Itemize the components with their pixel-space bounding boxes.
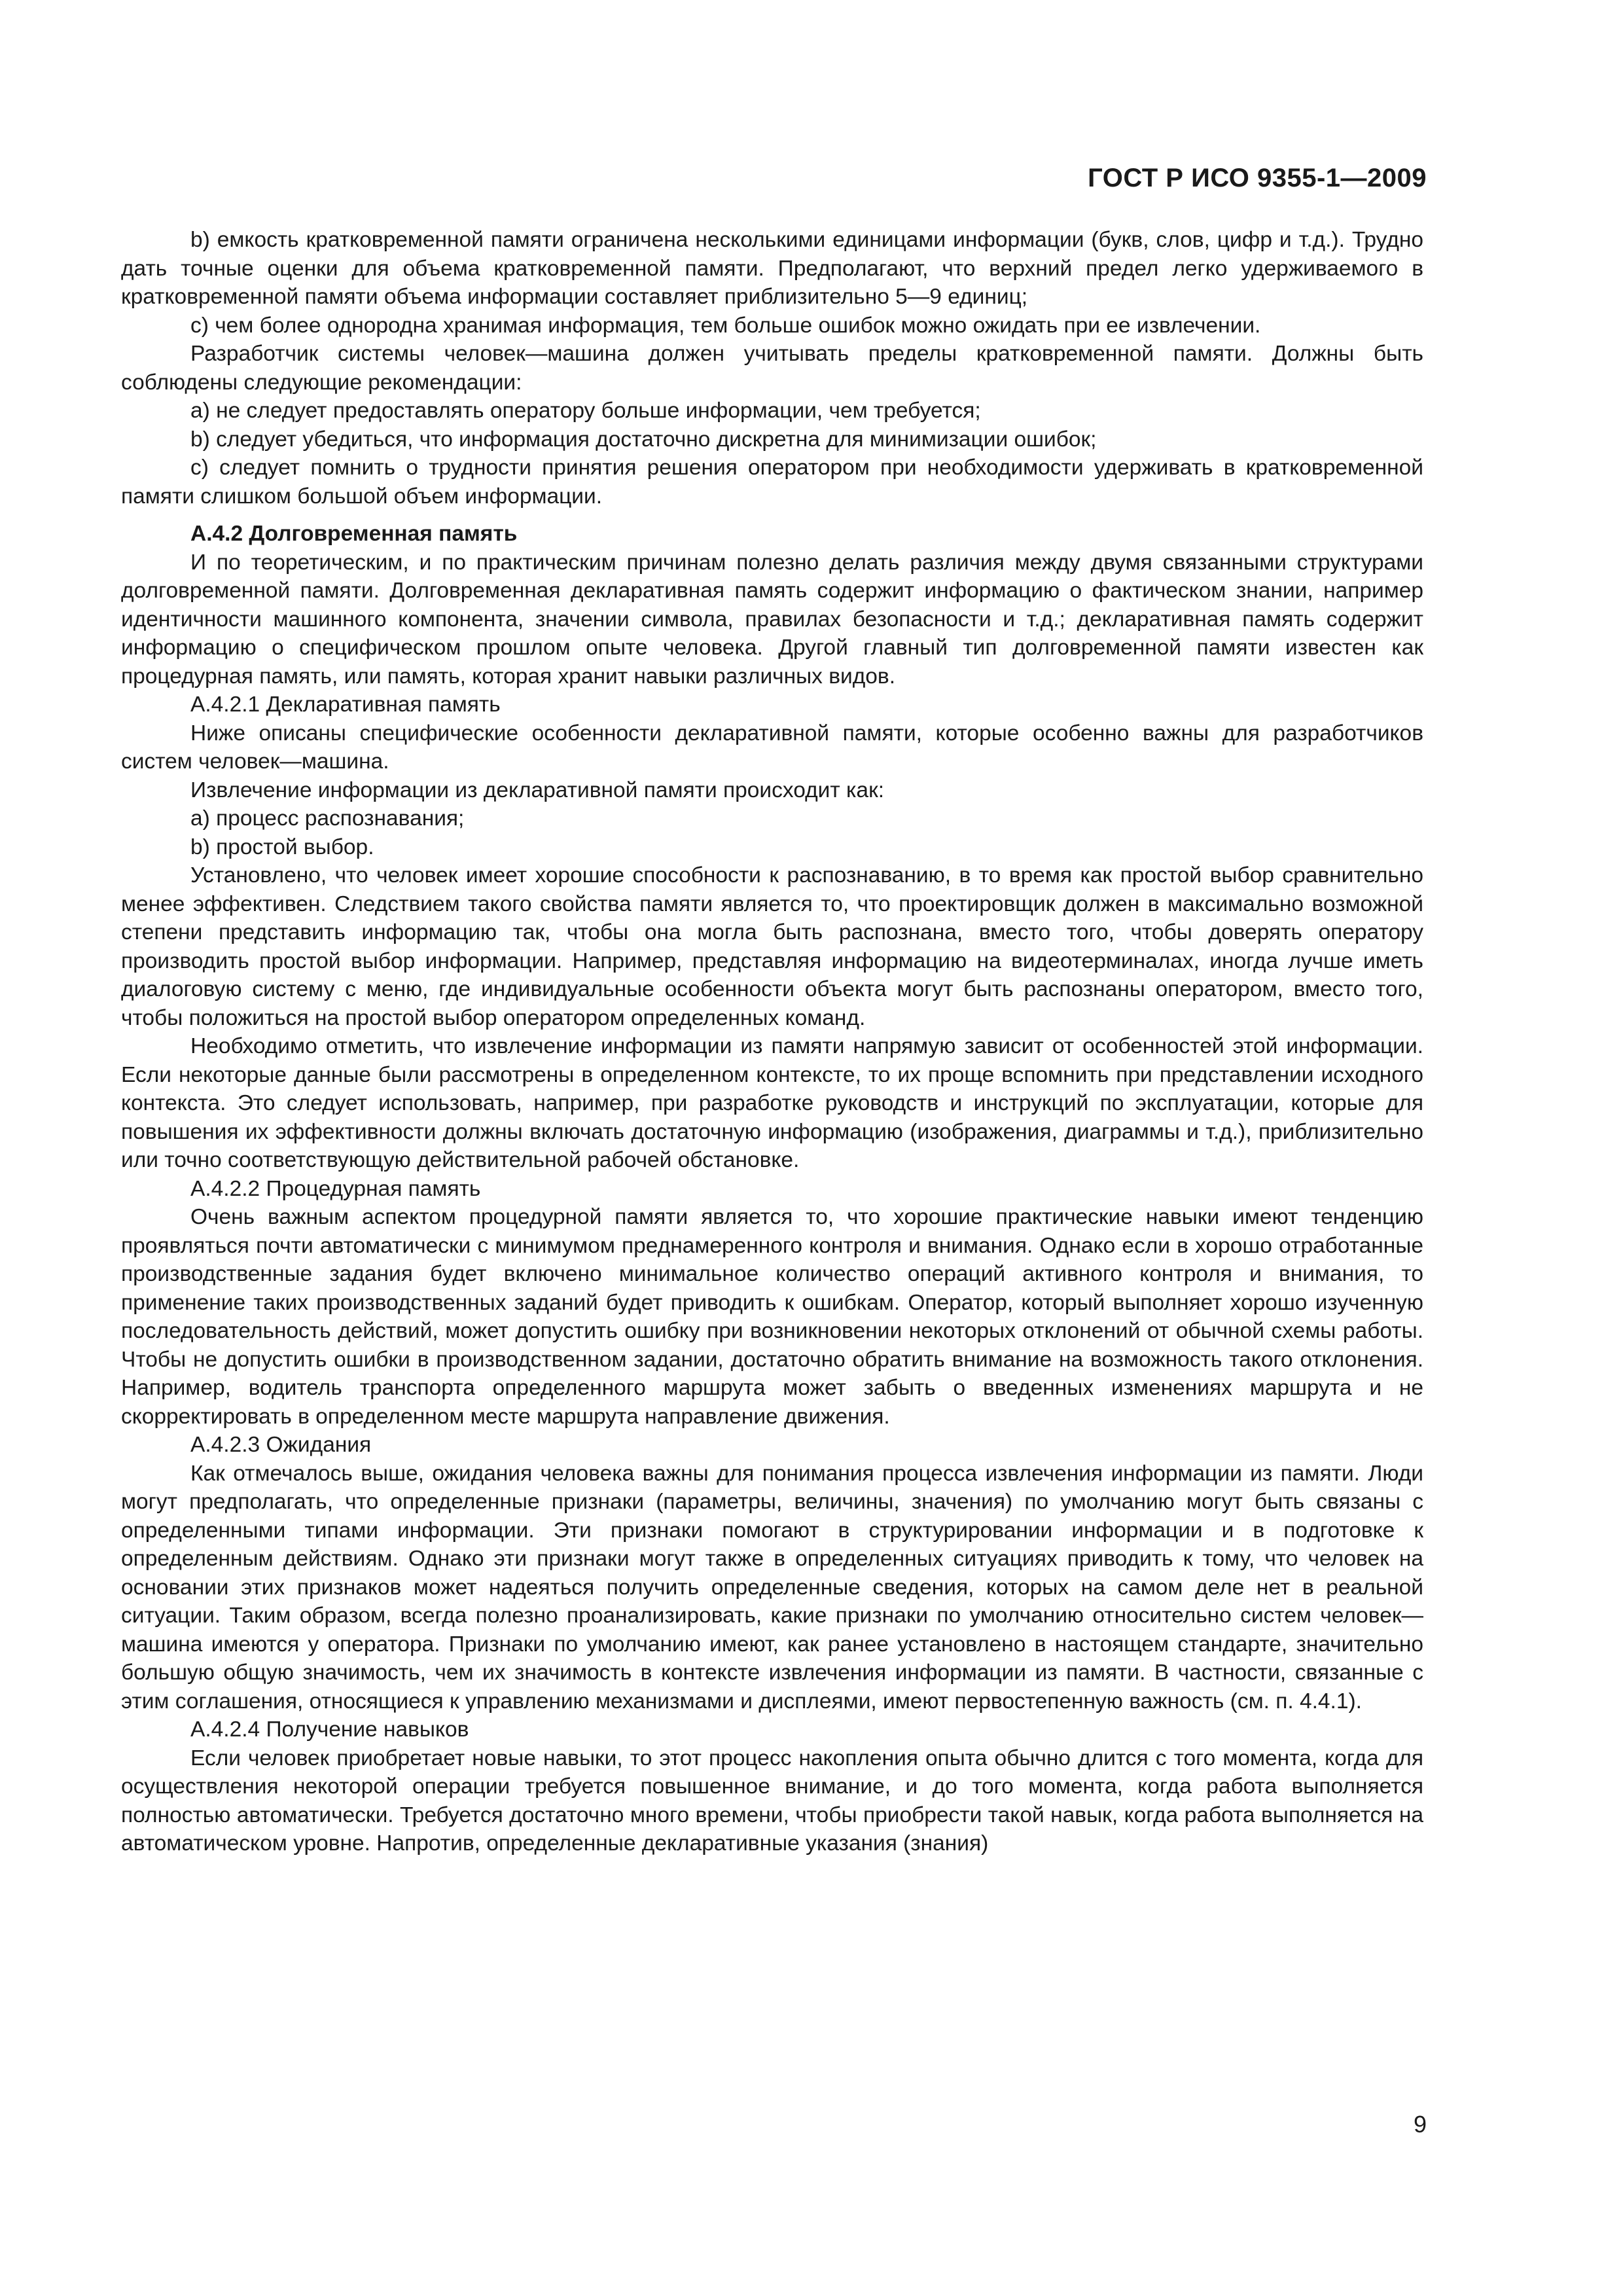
page-number: 9 [1413,2111,1427,2138]
document-code-header: ГОСТ Р ИСО 9355-1—2009 [1088,164,1427,192]
subsection-title-a-4-2-1: А.4.2.1 Декларативная память [190,692,501,717]
body-paragraph: Как отмечалось выше, ожидания человека важны для понимания процесса извлечения информации из памяти. Люди могут предполагать, что определенные признаки (параметры, величины, значения) по умолчанию могут быть связаны с определенными типами информации. Эти признаки помогают в структурировании информации и в подготовке к определенным действиям. Однако эти признаки могут также в определенных ситуациях приводить к тому, что человек на основании этих признаков может надеяться получить определенные сведения, которых на самом деле нет в реальной ситуации. Таким образом, всегда полезно проанализировать, какие признаки по умолчанию относительно систем человек—машина имеются у оператора. Признаки по умолчанию имеют, как ранее установлено в настоящем стандарте, значительно большую общую значимость, чем их значимость в контексте извлечения информации из памяти. В частности, связанные с этим соглашения, относящиеся к управлению механизмами и дисплеями, имеют первостепенную важность (см. п. 4.4.1). [121,1461,1423,1713]
recommendation-a: a) не следует предоставлять оператору больше информации, чем требуется; [190,399,981,423]
section-heading-a-4-2: А.4.2 Долговременная память [190,522,518,546]
recommendation-c: c) следует помнить о трудности принятия решения оператором при необходимости удерживать в кратковременной памяти слишком большой объем информации. [121,456,1423,509]
document-body [121,226,1423,1858]
list-item-b-capacity: b) емкость кратковременной памяти ограничена несколькими единицами информации (букв, слов, цифр и т.д.). Трудно дать точные оценки для объема кратковременной памяти. Предполагают, что верхний предел легко удерживаемого в кратковременной памяти объема информации составляет приблизительно 5—9 единиц; [121,228,1423,309]
subsection-title-a-4-2-3: А.4.2.3 Ожидания [190,1433,372,1457]
body-paragraph: Очень важным аспектом процедурной памяти является то, что хорошие практические навыки имеют тенденцию проявляться почти автоматически с минимумом преднамеренного контроля и внимания. Однако если в хорошо отработанные производственные задания будет включено минимальное количество операций активного контроля и внимания, то применение таких производственных заданий будет приводить к ошибкам. Оператор, который выполняет хорошо изученную последовательность действий, может допустить ошибку при возникновении некоторых отклонений от обычной схемы работы. Чтобы не допустить ошибки в производственном задании, достаточно обратить внимание на возможность такого отклонения. Например, водитель транспорта определенного маршрута может забыть о введенных изменениях маршрута и не скорректировать в определенном месте маршрута направление движения. [121,1205,1423,1429]
body-paragraph: Если человек приобретает новые навыки, то этот процесс накопления опыта обычно длится с того момента, когда для осуществления некоторой операции требуется повышенное внимание, и до того момента, когда работа выполняется полностью автоматически. Требуется достаточно много времени, чтобы приобрести такой навык, когда работа выполняется на автоматическом уровне. Напротив, определенные декларативные указания (знания) [121,1746,1423,1856]
body-paragraph: Извлечение информации из декларативной памяти происходит как: [190,778,885,802]
list-item-b-recall: b) простой выбор. [190,834,374,859]
body-paragraph: Разработчик системы человек—машина должен учитывать пределы кратковременной памяти. Должны быть соблюдены следующие рекомендации: [121,342,1423,395]
body-paragraph: И по теоретическим, и по практическим причинам полезно делать различия между двумя связанными структурами долговременной памяти. Долговременная декларативная память содержит информацию о фактическом знании, например идентичности машинного компонента, значении символа, правилах безопасности и т.д.; декларативная память содержит информацию о специфическом прошлом опыте человека. Другой главный тип долговременной памяти известен как процедурная память, или память, которая хранит навыки различных видов. [121,550,1423,689]
list-item-a-recognition: a) процесс распознавания; [190,806,465,831]
subsection-title-a-4-2-4: А.4.2.4 Получение навыков [190,1717,469,1742]
body-paragraph: Ниже описаны специфические особенности декларативной памяти, которые особенно важны для разработчиков систем человек—машина. [121,721,1423,774]
body-paragraph: Необходимо отметить, что извлечение информации из памяти напрямую зависит от особенностей этой информации. Если некоторые данные были рассмотрены в определенном контексте, то их проще вспомнить при представлении исходного контекста. Это следует использовать, например, при разработке руководств и инструкций по эксплуатации, которые для повышения их эффективности должны включать достаточную информацию (изображения, диаграммы и т.д.), приблизительно или точно соответствующую действительной рабочей обстановке. [121,1034,1423,1172]
body-paragraph: Установлено, что человек имеет хорошие способности к распознаванию, в то время как простой выбор сравнительно менее эффективен. Следствием такого свойства памяти является то, что проектировщик должен в максимально возможной степени представить информацию так, чтобы она могла быть распознана, вместо того, чтобы доверять оператору производить простой выбор информации. Например, представляя информацию на видеотерминалах, иногда лучше иметь диалоговую систему с меню, где индивидуальные особенности объекта могут быть распознаны оператором, вместо того, чтобы положиться на простой выбор оператором определенных команд. [121,863,1423,1030]
subsection-title-a-4-2-2: А.4.2.2 Процедурная память [190,1176,481,1201]
list-item-c-homogeneity: c) чем более однородна хранимая информация, тем больше ошибок можно ожидать при ее извлечении. [190,313,1261,338]
recommendation-b: b) следует убедиться, что информация достаточно дискретна для минимизации ошибок; [190,427,1097,452]
